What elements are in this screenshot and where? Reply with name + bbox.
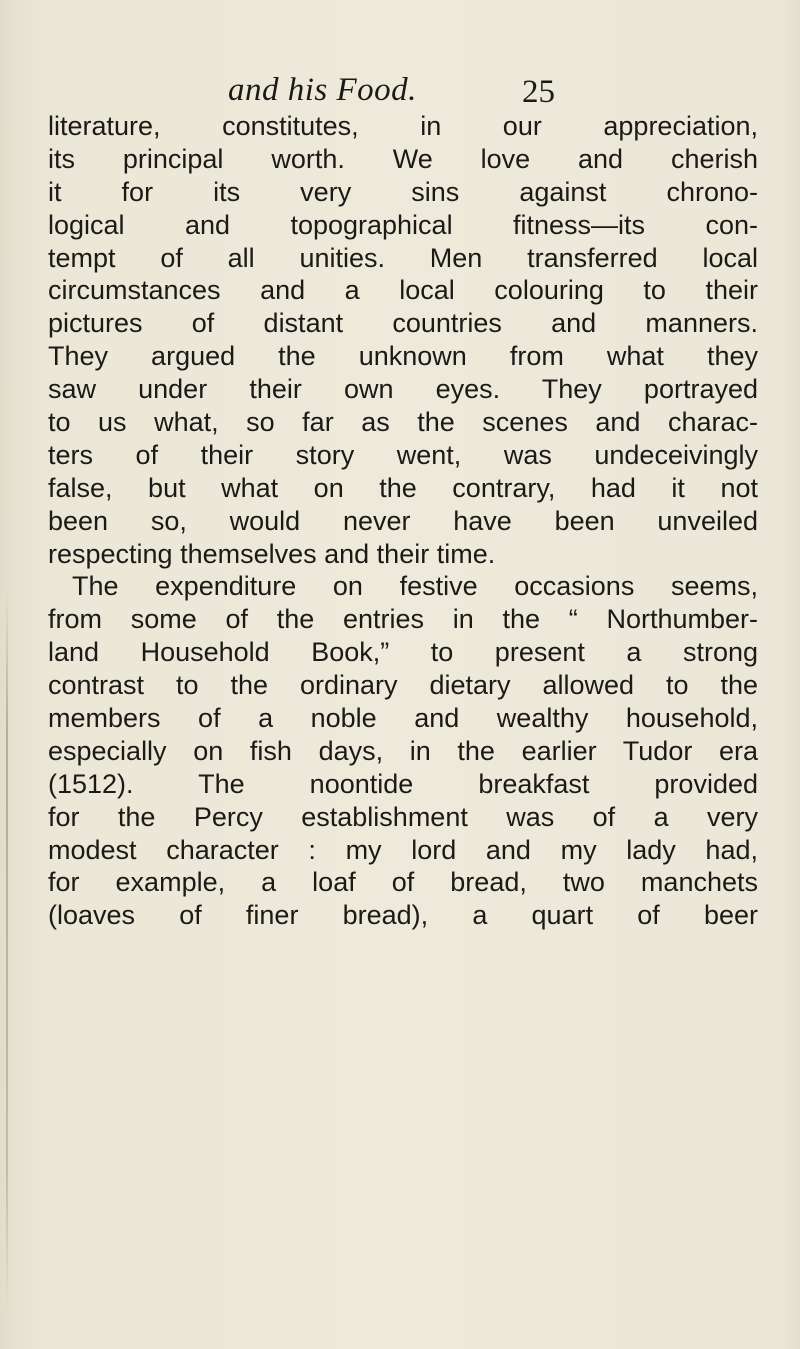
text-line: (1512). The noontide breakfast provided (48, 768, 758, 799)
text-line: for example, a loaf of bread, two manchets (48, 867, 758, 898)
text-line: ters of their story went, was undeceivingly (48, 439, 758, 470)
text-line: pictures of distant countries and manners. (48, 308, 758, 339)
text-line: literature, constitutes, in our appreciation, (48, 111, 758, 141)
text-line: saw under their own eyes. They portrayed (48, 374, 758, 405)
text-line: circumstances and a local colouring to their (48, 275, 758, 306)
text-line: respecting themselves and their time. (48, 538, 496, 569)
text-line: members of a noble and wealthy household, (48, 703, 758, 734)
text-line: from some of the entries in the “ Northumber- (48, 604, 758, 635)
text-line: its principal worth. We love and cherish (48, 143, 758, 174)
text-line: to us what, so far as the scenes and charac- (48, 407, 758, 438)
text-line: The expenditure on festive occasions seems, (72, 571, 758, 602)
text-line: contrast to the ordinary dietary allowed to the (48, 670, 758, 701)
running-title: and his Food. (228, 72, 417, 108)
page-number: 25 (522, 74, 555, 110)
text-line: They argued the unknown from what they (48, 341, 758, 372)
text-line: for the Percy establishment was of a very (48, 801, 758, 832)
text-line: it for its very sins against chrono- (48, 176, 758, 207)
text-line: (loaves of finer bread), a quart of beer (48, 900, 758, 931)
body-text (48, 110, 758, 932)
text-line: land Household Book,” to present a strong (48, 637, 758, 668)
text-line: logical and topographical fitness—its con- (48, 209, 758, 240)
text-line: especially on fish days, in the earlier Tudor era (48, 735, 758, 766)
text-line: tempt of all unities. Men transferred local (48, 242, 758, 273)
text-line: modest character : my lord and my lady had, (48, 834, 758, 865)
page-gutter-shadow (6, 590, 8, 1310)
text-line: been so, would never have been unveiled (48, 505, 758, 536)
text-line: false, but what on the contrary, had it not (48, 472, 758, 503)
